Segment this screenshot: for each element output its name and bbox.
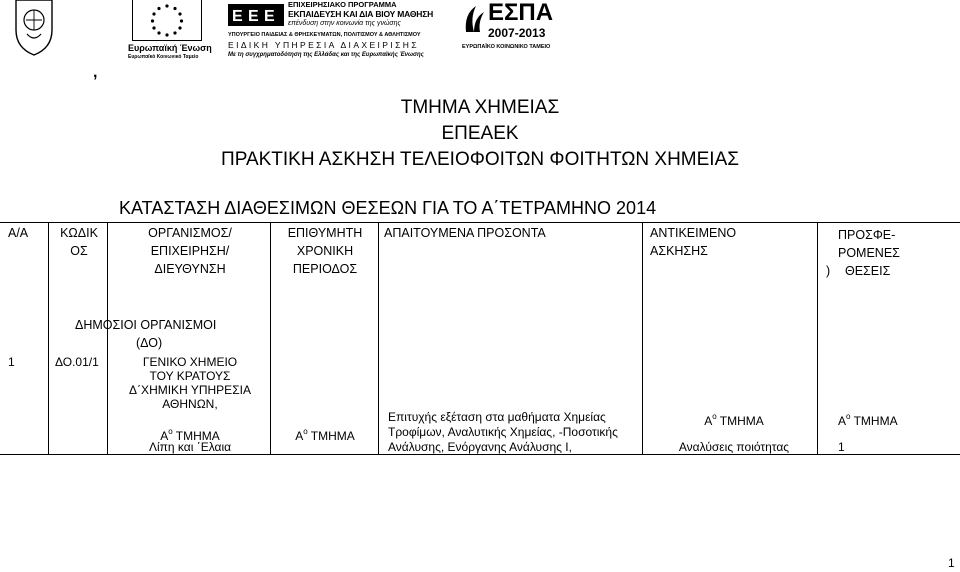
eu-caption-title: Ευρωπαϊκή Ένωση bbox=[128, 43, 212, 53]
section-title: ΔΗΜΟΣΙΟΙ ΟΡΓΑΝΙΣΜΟΙ bbox=[75, 318, 217, 332]
epeaek-service: ΕΙΔΙΚΗ ΥΠΗΡΕΣΙΑ ΔΙΑΧΕΙΡΙΣΗΣ bbox=[228, 40, 419, 50]
header-period-line-3: ΠΕΡΙΟΔΟΣ bbox=[292, 262, 358, 276]
eu-caption-subtitle: Ευρωπαϊκό Κοινωνικό Ταμείο bbox=[128, 54, 199, 60]
row-offered-department bbox=[838, 410, 898, 429]
row-offered-dept-ordinal: ο bbox=[846, 412, 851, 421]
row-org-line-1: ΓΕΝΙΚΟ ΧΗΜΕΙΟ bbox=[142, 355, 238, 369]
eu-flag-logo bbox=[128, 0, 210, 60]
espa-caption: ΕΥΡΩΠΑΪΚΟ ΚΟΙΝΩΝΙΚΟ ΤΑΜΕΙΟ bbox=[462, 44, 551, 50]
row-object-description: Αναλύσεις ποιότητας bbox=[678, 440, 790, 454]
row-object-dept-ordinal: ο bbox=[712, 412, 717, 421]
row-period-letter: Α bbox=[295, 429, 304, 443]
row-org-line-4: ΑΘΗΝΩΝ, bbox=[162, 397, 218, 411]
espa-years: 2007-2013 bbox=[488, 26, 546, 40]
header-offered-line-1: ΠΡΟΣΦΕ- bbox=[838, 228, 896, 242]
column-divider bbox=[270, 222, 271, 454]
row-object-dept-word: ΤΜΗΜΑ bbox=[716, 414, 764, 428]
epeaek-ministry: ΥΠΟΥΡΓΕΙΟ ΠΑΙΔΕΙΑΣ & ΘΡΗΣΚΕΥΜΑΤΩΝ, ΠΟΛΙΤΙΣΜΟΥ & ΑΘΛΗΤΙΣΜΟΥ bbox=[228, 32, 421, 38]
header-org-line-1: ΟΡΓΑΝΙΣΜΟΣ/ bbox=[148, 226, 232, 240]
header-object-line-1: ΑΝΤΙΚΕΙΜΕΝΟ bbox=[650, 226, 737, 240]
header-aa: Α/Α bbox=[8, 226, 29, 240]
internship-title: ΠΡΑΚΤΙΚΗ ΑΣΚΗΣΗ ΤΕΛΕΙΟΦΟΙΤΩΝ ΦΟΙΤΗΤΩΝ ΧΗΜΕΙΑΣ bbox=[220, 149, 740, 170]
section-code: (ΔΟ) bbox=[136, 336, 163, 350]
row-period bbox=[272, 425, 378, 444]
column-divider bbox=[378, 222, 379, 454]
page-number: 1 bbox=[948, 556, 955, 570]
espa-name: ΕΣΠΑ bbox=[488, 0, 554, 26]
row-offered-dept-word: ΤΜΗΜΑ bbox=[850, 414, 898, 428]
row-org-line-2: ΤΟΥ ΚΡΑΤΟΥΣ bbox=[149, 369, 231, 383]
header-required-qualifications: ΑΠΑΙΤΟΥΜΕΝΑ ΠΡΟΣΟΝΤΑ bbox=[384, 226, 546, 240]
header-code-line-2: ΟΣ bbox=[70, 244, 88, 258]
header-offered-mark: ) bbox=[826, 264, 831, 278]
row-offered-dept-letter: Α bbox=[838, 414, 847, 428]
department-title: ΤΜΗΜΑ ΧΗΜΕΙΑΣ bbox=[400, 97, 560, 118]
column-divider bbox=[48, 222, 49, 454]
espa-logo bbox=[462, 0, 562, 58]
header-period-line-2: ΧΡΟΝΙΚΗ bbox=[296, 244, 354, 258]
svg-text:Ε: Ε bbox=[248, 8, 259, 25]
row-period-word: ΤΜΗΜΑ bbox=[307, 429, 355, 443]
row-org-dept-letter: Α bbox=[160, 429, 169, 443]
stray-comma: , bbox=[93, 64, 98, 81]
row-org-dept-ordinal: ο bbox=[168, 427, 173, 436]
table-top-border bbox=[0, 222, 960, 223]
header-org-line-2: ΕΠΙΧΕΙΡΗΣΗ/ bbox=[150, 244, 230, 258]
row-period-ordinal: ο bbox=[303, 427, 308, 436]
epeaek-emblem-icon bbox=[228, 0, 286, 30]
header-object-line-2: ΑΣΚΗΣΗΣ bbox=[650, 244, 708, 258]
svg-text:Ε: Ε bbox=[232, 8, 243, 25]
row-required-line-1: Επιτυχής εξέταση στα μαθήματα Χημείας bbox=[388, 410, 606, 424]
epeaek-line-1: ΕΠΙΧΕΙΡΗΣΙΑΚΟ ΠΡΟΓΡΑΜΜΑ bbox=[288, 0, 397, 9]
header-offered-line-3: ΘΕΣΕΙΣ bbox=[845, 264, 891, 278]
header-org-line-3: ΔΙΕΥΘΥΝΣΗ bbox=[154, 262, 226, 276]
epeaek-slogan: επένδυση στην κοινωνία της γνώσης bbox=[288, 20, 401, 27]
row-object-department bbox=[644, 410, 824, 429]
column-divider bbox=[107, 222, 108, 454]
program-title: ΕΠΕΑΕΚ bbox=[441, 123, 519, 144]
epeaek-cofund-note: Με τη συγχρηματοδότηση της Ελλάδας και της Ευρωπαϊκής Ένωσης bbox=[228, 52, 424, 58]
espa-emblem-icon bbox=[462, 2, 486, 34]
svg-text:Ε: Ε bbox=[264, 8, 275, 25]
row-org-line-6: Λίπη και ΄Ελαια bbox=[148, 440, 232, 454]
row-aa: 1 bbox=[8, 355, 15, 369]
row-org-dept-word: ΤΜΗΜΑ bbox=[172, 429, 220, 443]
university-seal-logo bbox=[12, 0, 56, 56]
row-required-line-3: Ανάλυσης, Ενόργανης Ανάλυσης Ι, bbox=[388, 440, 572, 454]
header-offered-line-2: ΡΟΜΕΝΕΣ bbox=[838, 246, 900, 260]
row-offered-count: 1 bbox=[838, 440, 845, 454]
epeaek-program-logo bbox=[228, 0, 458, 62]
column-divider bbox=[642, 222, 643, 454]
row-required-line-2: Τροφίμων, Αναλυτικής Χημείας, -Ποσοτικής bbox=[388, 425, 618, 439]
header-period-line-1: ΕΠΙΘΥΜΗΤΗ bbox=[287, 226, 363, 240]
row-org-line-3: Δ΄ΧΗΜΙΚΗ ΥΠΗΡΕΣΙΑ bbox=[129, 383, 251, 397]
row-code: ΔΟ.01/1 bbox=[55, 355, 99, 369]
epeaek-line-2: ΕΚΠΑΙΔΕΥΣΗ ΚΑΙ ΔΙΑ ΒΙΟΥ ΜΑΘΗΣΗ bbox=[288, 9, 434, 19]
header-code-line-1: ΚΩΔΙΚ bbox=[60, 226, 98, 240]
positions-status-subtitle: ΚΑΤΑΣΤΑΣΗ ΔΙΑΘΕΣΙΜΩΝ ΘΕΣΕΩΝ ΓΙΑ ΤΟ Α΄ΤΕΤΡΑΜΗΝΟ 2014 bbox=[119, 198, 657, 218]
row-object-dept-letter: Α bbox=[704, 414, 713, 428]
